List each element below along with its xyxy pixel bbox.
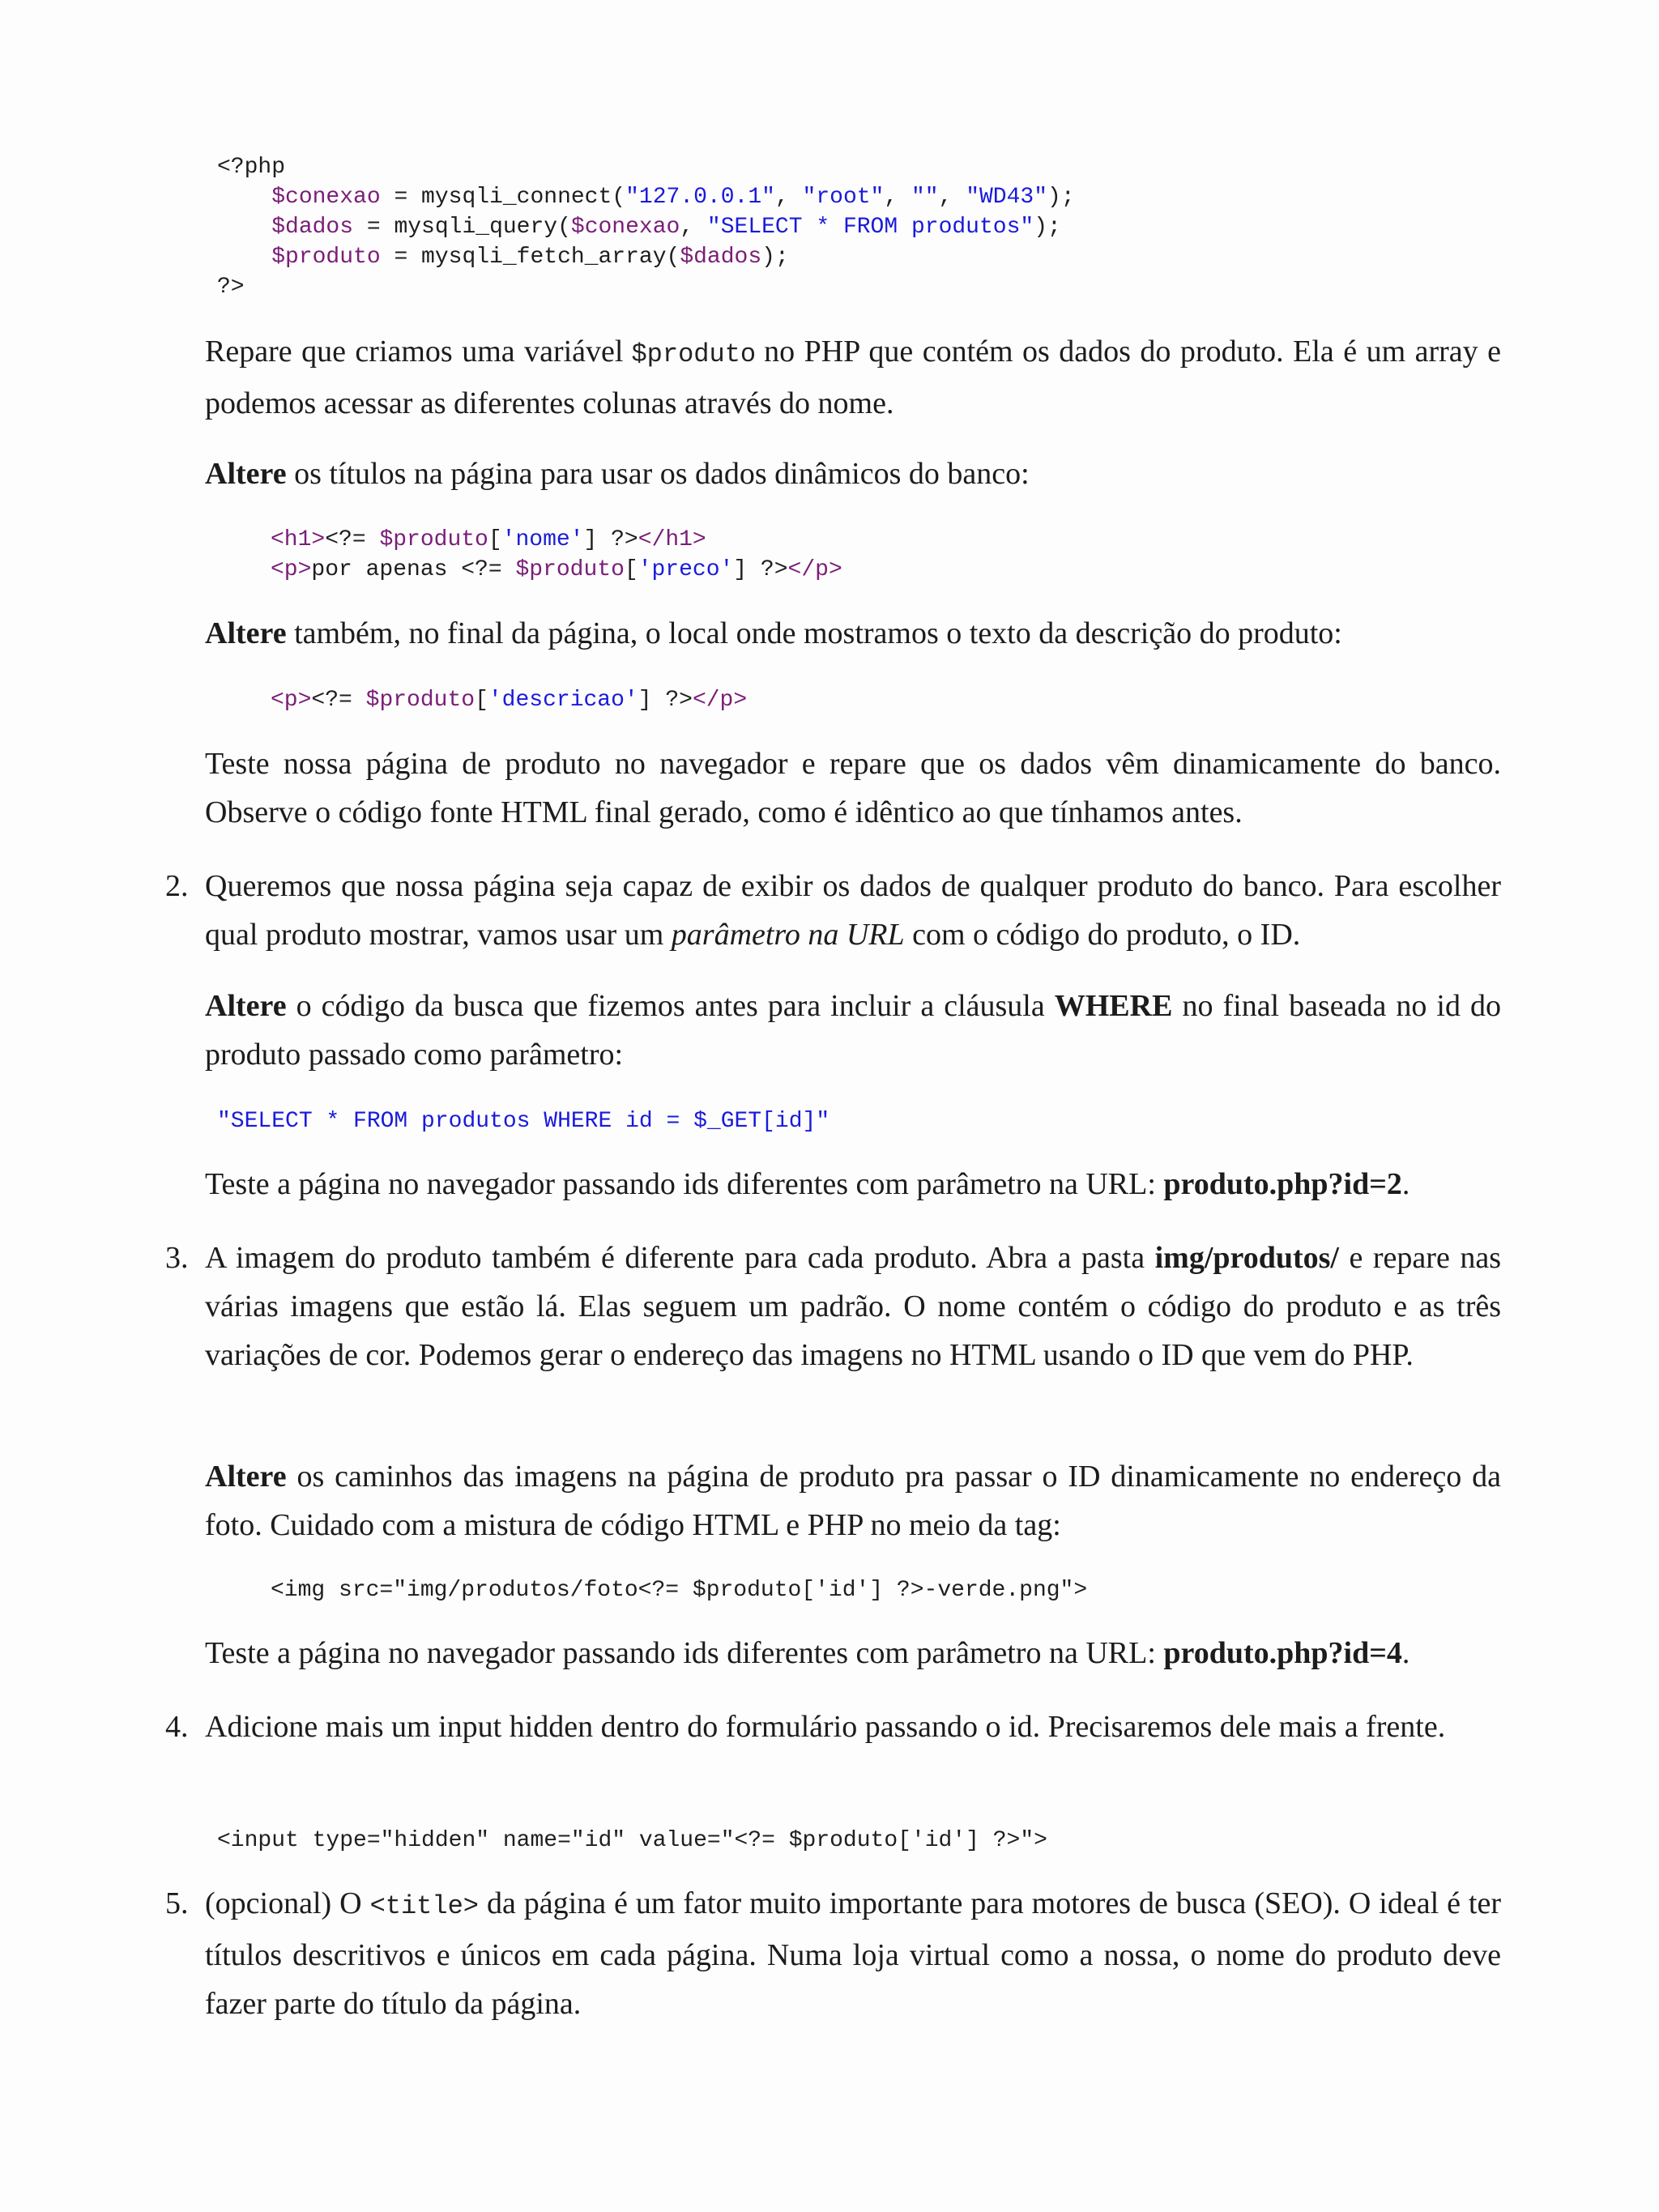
code-line: <input type="hidden" name="id" value="<?= $produto['id'] ?>"> — [217, 1828, 1047, 1853]
list-number-3: 3. — [165, 1241, 189, 1275]
code-line: <img src="img/produtos/foto<?= $produto['id'] ?>-verde.png"> — [271, 1578, 1088, 1603]
code-line: <p>por apenas <?= $produto['preco'] ?></p> — [271, 557, 842, 582]
paragraph-teste-pagina: Teste nossa página de produto no navegador e repare que os dados vêm dinamicamente do banco. Observe o código fonte HTML final gerado, como é idêntico ao que tínhamos antes. — [205, 747, 1501, 829]
paragraph-altere-descricao: Altere também, no final da página, o local onde mostramos o texto da descrição do produto: — [205, 616, 1342, 650]
code-line: <p><?= $produto['descricao'] ?></p> — [271, 688, 748, 713]
list-item-4: Adicione mais um input hidden dentro do formulário passando o id. Precisaremos dele mais a frente. — [205, 1710, 1446, 1744]
list-item-5: (opcional) O <title> da página é um fator muito importante para motores de busca (SEO). O ideal é ter títulos descritivos e únicos em cada página. Numa loja virtual como a nossa, o nome do produto deve fazer parte do título da página. — [205, 1886, 1501, 2021]
paragraph-teste-id-2: Teste a página no navegador passando ids diferentes com parâmetro na URL: produto.php?id=2. — [205, 1167, 1410, 1201]
inline-code-produto: $produto — [631, 339, 757, 369]
code-block-descricao — [271, 685, 747, 715]
code-block-titles — [271, 525, 842, 585]
code-block-select-where — [217, 1106, 830, 1136]
paragraph-teste-id-4: Teste a página no navegador passando ids diferentes com parâmetro na URL: produto.php?id=4. — [205, 1636, 1410, 1670]
paragraph-altere-titulos: Altere os títulos na página para usar os dados dinâmicos do banco: — [205, 457, 1030, 491]
code-line: <?php — [217, 155, 286, 180]
code-block-php-connection — [217, 152, 1075, 302]
inline-code-title-tag: <title> — [369, 1891, 479, 1921]
code-line: "SELECT * FROM produtos WHERE id = $_GET[id]" — [217, 1109, 830, 1134]
list-number-5: 5. — [165, 1886, 189, 1920]
list-item-3: A imagem do produto também é diferente para cada produto. Abra a pasta img/produtos/ e repare nas várias imagens que estão lá. Elas seguem um padrão. O nome contém o código do produto e as três variações de cor. Podemos gerar o endereço das imagens no HTML usando o ID que vem do PHP. — [205, 1241, 1501, 1372]
code-block-input-hidden — [217, 1826, 1047, 1856]
paragraph-altere-where: Altere o código da busca que fizemos antes para incluir a cláusula WHERE no final baseada no id do produto passado como parâmetro: — [205, 989, 1501, 1072]
paragraph-produto-variable: Repare que criamos uma variável $produto no PHP que contém os dados do produto. Ela é um array e podemos acessar as diferentes colunas através do nome. — [205, 335, 1501, 420]
paragraph-altere-imagens: Altere os caminhos das imagens na página de produto pra passar o ID dinamicamente no endereço da foto. Cuidado com a mistura de código HTML e PHP no meio da tag: — [205, 1460, 1501, 1542]
code-line: <h1><?= $produto['nome'] ?></h1> — [271, 527, 706, 552]
code-line: $produto = mysqli_fetch_array($dados); — [271, 245, 789, 270]
list-number-4: 4. — [165, 1710, 189, 1744]
code-line: $conexao = mysqli_connect("127.0.0.1", "root", "", "WD43"); — [271, 185, 1075, 210]
list-item-2: Queremos que nossa página seja capaz de exibir os dados de qualquer produto do banco. Para escolher qual produto mostrar, vamos usar um parâmetro na URL com o código do produto, o ID. — [205, 869, 1501, 952]
list-number-2: 2. — [165, 869, 189, 903]
code-line: ?> — [217, 275, 245, 300]
code-line: $dados = mysqli_query($conexao, "SELECT * FROM produtos"); — [271, 215, 1061, 240]
code-block-img-src — [271, 1575, 1087, 1605]
